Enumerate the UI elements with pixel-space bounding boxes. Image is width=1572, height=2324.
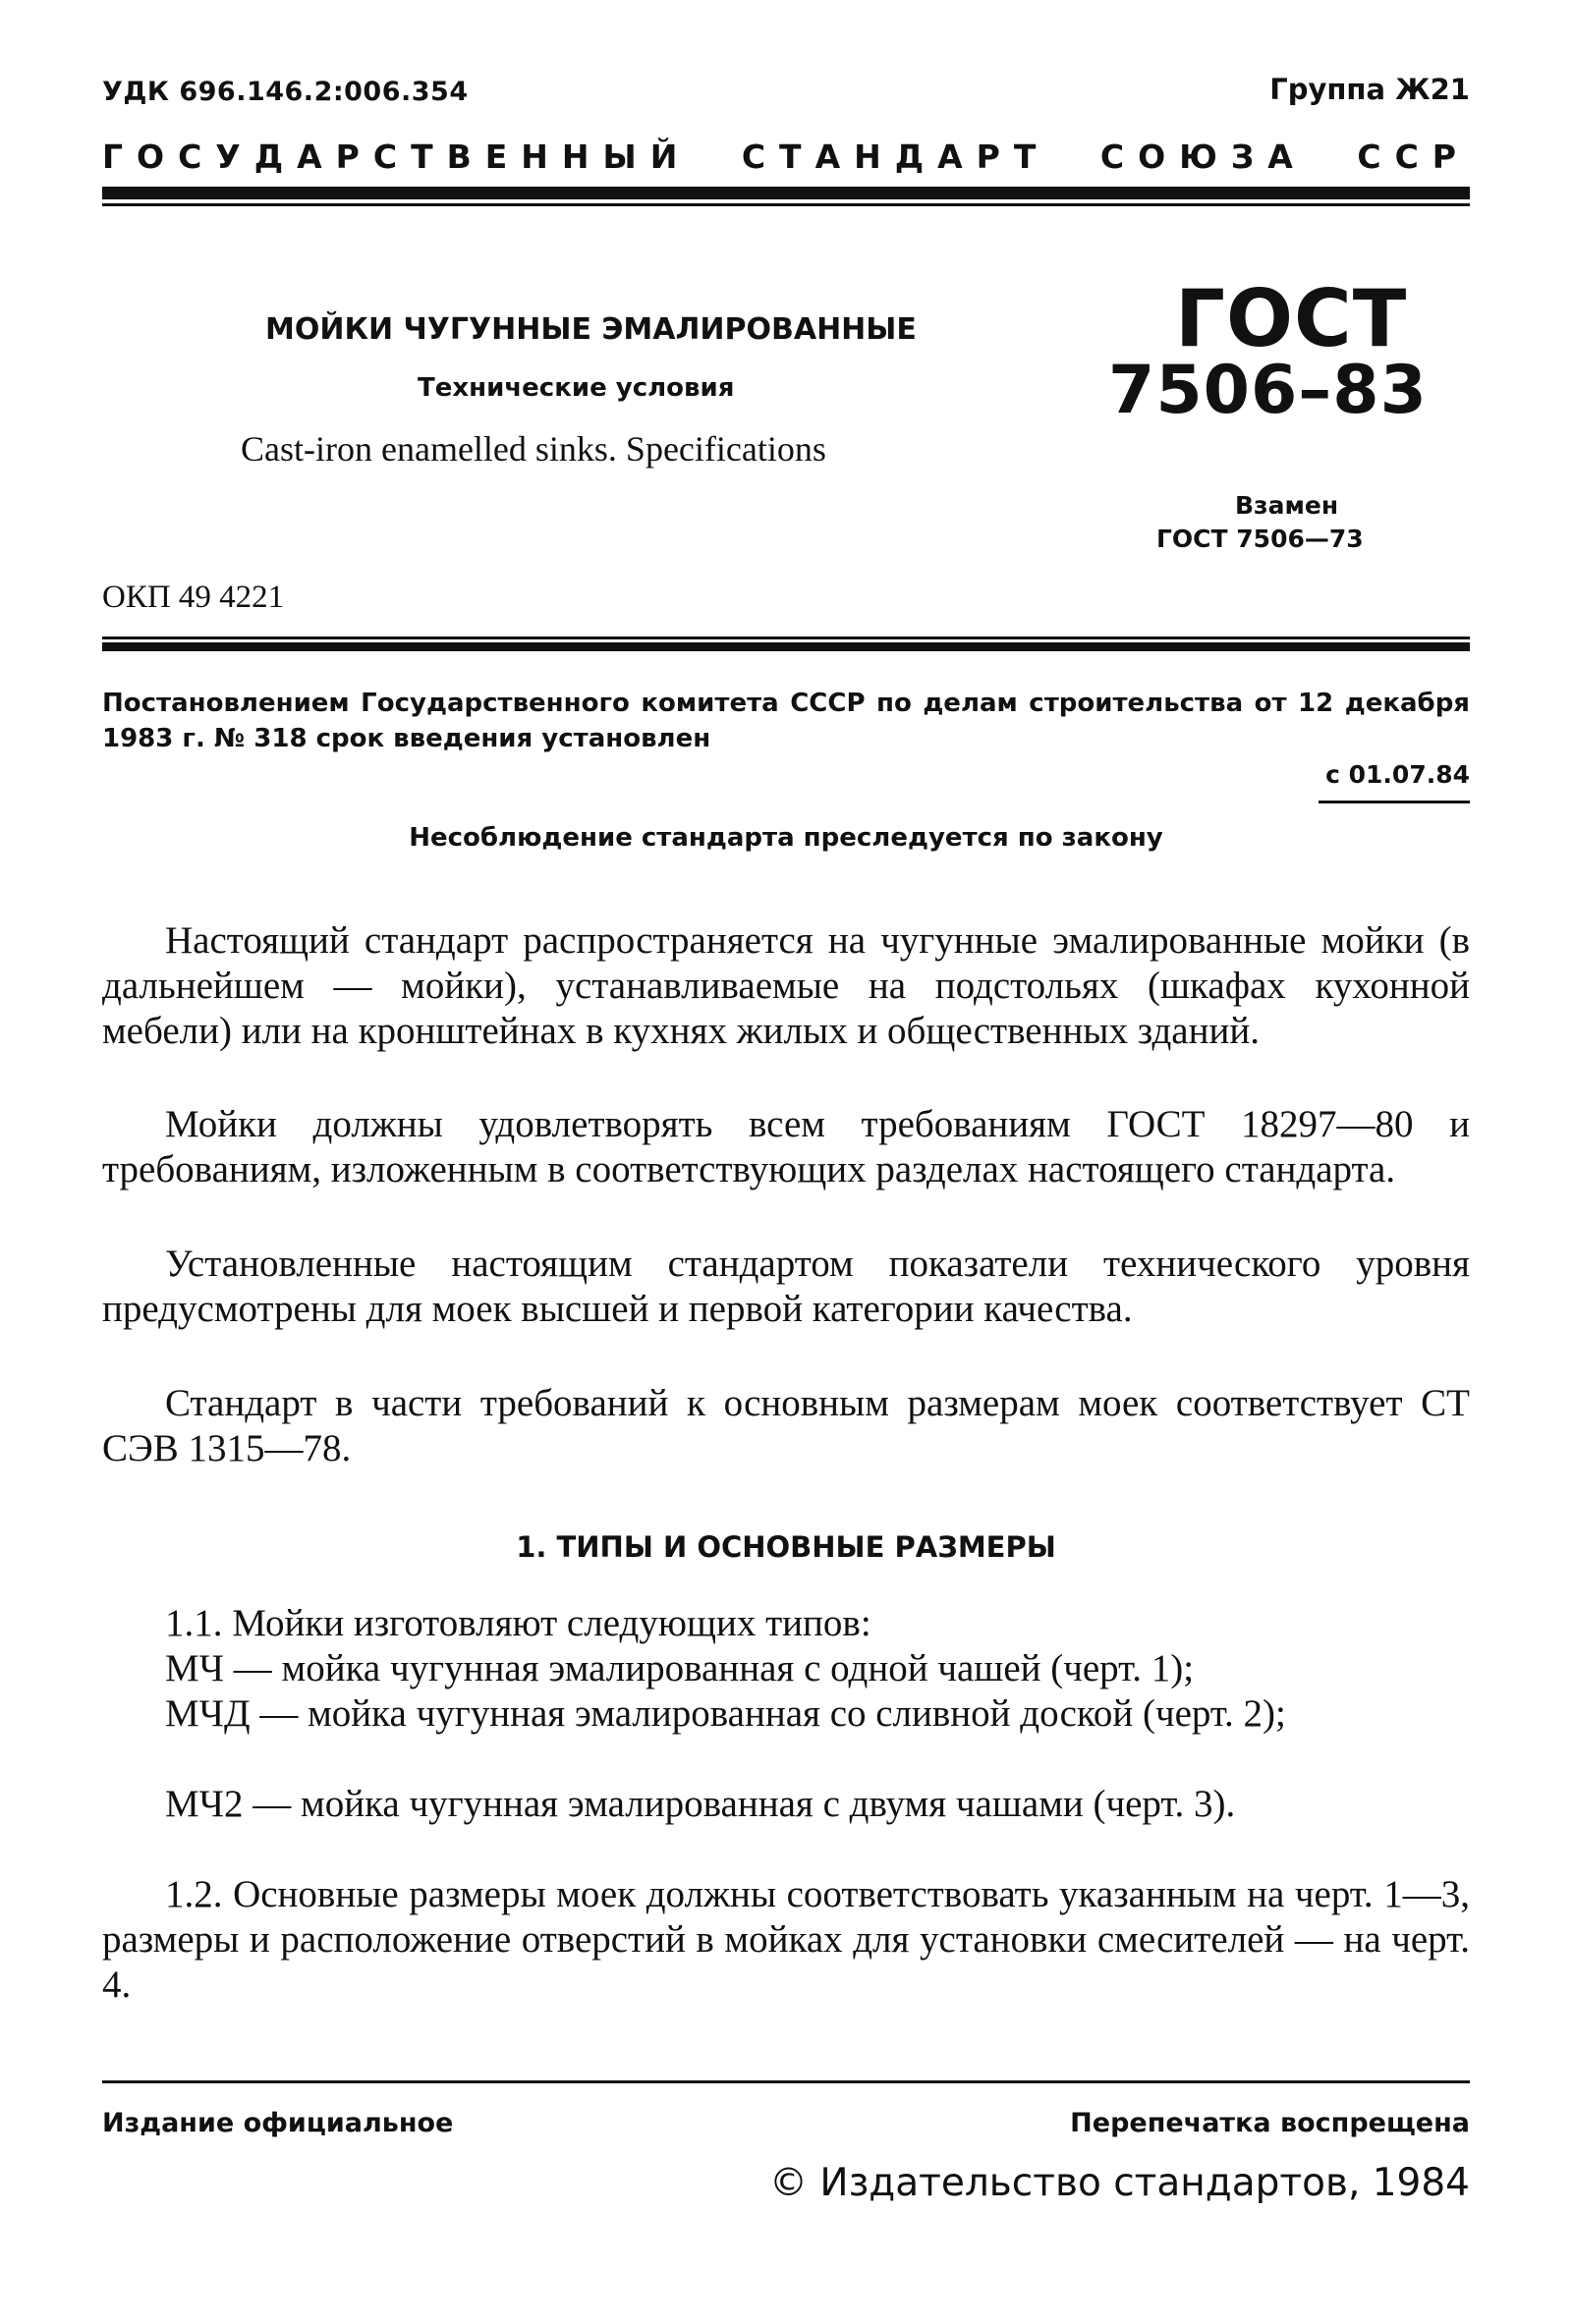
banner-word: ГОСУДАРСТВЕННЫЙ <box>102 138 692 176</box>
body-paragraph: Настоящий стандарт распространяется на чугунные эмалированные мойки (в дальнейшем — мойки), устанавливаемые на подстольях (шкафах кухонной мебели) или на кронштейнах в кухнях жилых и общественных зданий. <box>102 919 1470 1052</box>
document-subtitle: Технические условия <box>418 373 735 403</box>
title-block-rule-thick <box>102 642 1470 651</box>
state-standard-banner <box>102 138 1470 176</box>
edition-label: Издание официальное <box>102 2108 454 2138</box>
reprint-notice: Перепечатка воспрещена <box>1070 2108 1470 2138</box>
effective-date: с 01.07.84 <box>1325 760 1470 789</box>
section-heading: 1. ТИПЫ И ОСНОВНЫЕ РАЗМЕРЫ <box>516 1530 1056 1564</box>
gost-label: ГОСТ <box>1175 273 1408 364</box>
title-block-rule <box>102 636 1470 639</box>
header-rule <box>102 187 1470 199</box>
body-paragraph: Установленные настоящим стандартом показатели технического уровня предусмотрены для моек высшей и первой категории качества. <box>102 1243 1470 1330</box>
okp-code: ОКП 49 4221 <box>102 580 285 615</box>
banner-word: СОЮЗА <box>1099 138 1307 176</box>
body-paragraph: Мойки должны удовлетворять всем требованиям ГОСТ 18297—80 и требованиям, изложенным в соответствующих разделах настоящего стандарта. <box>102 1103 1470 1190</box>
section-item: МЧ2 — мойка чугунная эмалированная с двумя чашами (черт. 3). <box>165 1783 1236 1825</box>
document-title-english: Cast-iron enamelled sinks. Specifications <box>241 429 826 469</box>
body-paragraph: Стандарт в части требований к основным размерам моек соответствует СТ СЭВ 1315—78. <box>102 1382 1470 1469</box>
group-code: Группа Ж21 <box>1269 73 1470 106</box>
section-item: 1.1. Мойки изготовляют следующих типов: <box>165 1602 871 1644</box>
effective-date-underline <box>1319 801 1470 803</box>
decree-text: Постановлением Государственного комитета СССР по делам строительства от 12 декабря 1983 г. № 318 срок введения установлен <box>102 689 1470 753</box>
section-item: 1.2. Основные размеры моек должны соответствовать указанным на черт. 1—3, размеры и расположение отверстий в мойках для установки смесителей — на черт. 4. <box>102 1873 1470 2006</box>
banner-word: СТАНДАРТ <box>741 138 1050 176</box>
replaces-gost: ГОСТ 7506—73 <box>1156 525 1364 553</box>
section-item: МЧ — мойка чугунная эмалированная с одной чашей (черт. 1); <box>165 1647 1195 1689</box>
udk-code: УДК 696.146.2:006.354 <box>102 77 469 107</box>
section-item: МЧД — мойка чугунная эмалированная со сливной доской (черт. 2); <box>165 1692 1286 1735</box>
document-title: МОЙКИ ЧУГУННЫЕ ЭМАЛИРОВАННЫЕ <box>265 312 917 347</box>
gost-number: 7506–83 <box>1108 352 1428 429</box>
banner-word: ССР <box>1357 138 1470 176</box>
replaces-label: Взамен <box>1235 491 1339 520</box>
copyright: © Издательство стандартов, 1984 <box>769 2161 1470 2205</box>
law-notice: Несоблюдение стандарта преследуется по закону <box>409 823 1163 853</box>
footer-rule <box>102 2080 1470 2083</box>
header-rule-thin <box>102 203 1470 206</box>
